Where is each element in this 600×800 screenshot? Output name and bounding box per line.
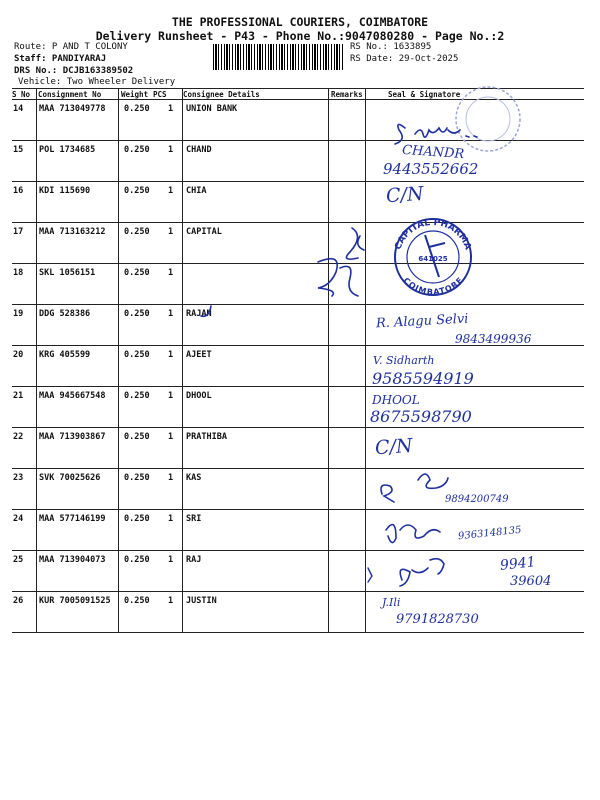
table-row-border — [12, 222, 584, 223]
cell-sno: 19 — [13, 309, 24, 319]
hand-row-24-phone: 9363148135 — [457, 524, 523, 543]
cell-sno: 20 — [13, 350, 24, 360]
table-column-border — [365, 88, 366, 632]
cell-consignee: CHIA — [186, 186, 207, 196]
cell-pcs: 1 — [168, 186, 174, 196]
col-pcs: PCS — [153, 90, 167, 99]
cell-consignment-no: MAA 713163212 — [39, 227, 106, 237]
cell-weight: 0.250 — [124, 432, 150, 442]
barcode — [213, 44, 343, 70]
cell-consignee: PRATHIBA — [186, 432, 227, 442]
table-row-border — [12, 468, 584, 469]
cell-pcs: 1 — [168, 350, 174, 360]
table-row-border — [12, 263, 584, 264]
hand-row-15-phone: 9443552662 — [383, 160, 479, 178]
cell-consignee: CAPITAL — [186, 227, 222, 237]
cell-weight: 0.250 — [124, 350, 150, 360]
cell-consignee: AJEET — [186, 350, 212, 360]
hand-row-23-phone: 9894200749 — [445, 494, 509, 505]
signature-row-25 — [400, 559, 444, 586]
hand-row-22-cn: C/N — [374, 434, 414, 460]
faint-stamp — [448, 84, 528, 154]
cell-sno: 26 — [13, 596, 24, 606]
rs-date: RS Date: 29-Oct-2025 — [350, 54, 459, 64]
cell-sno: 24 — [13, 514, 24, 524]
cell-sno: 17 — [13, 227, 24, 237]
table-row-border — [12, 386, 584, 387]
hand-row-20-phone: 9585594919 — [372, 369, 474, 388]
cell-pcs: 1 — [168, 596, 174, 606]
cell-consignee: KAS — [186, 473, 202, 483]
cell-pcs: 1 — [168, 145, 174, 155]
cell-sno: 15 — [13, 145, 24, 155]
table-row-border — [12, 427, 584, 428]
hand-row-25-a: 9941 — [499, 554, 537, 574]
cell-weight: 0.250 — [124, 514, 150, 524]
cell-weight: 0.250 — [124, 473, 150, 483]
cell-consignment-no: MAA 713903867 — [39, 432, 106, 442]
cell-weight: 0.250 — [124, 309, 150, 319]
col-consignee: Consignee Details — [183, 90, 260, 99]
hand-row-26-phone: 9791828730 — [396, 612, 479, 627]
signature-row-17 — [346, 228, 364, 259]
cell-sno: 14 — [13, 104, 24, 114]
cell-consignee: UNION BANK — [186, 104, 238, 114]
cell-consignment-no: SKL 1056151 — [39, 268, 96, 278]
cell-pcs: 1 — [168, 555, 174, 565]
table-row-border — [12, 632, 584, 633]
cell-pcs: 1 — [168, 473, 174, 483]
table-column-border — [36, 88, 37, 632]
rs-number: RS No.: 1633895 — [350, 42, 432, 52]
cell-pcs: 1 — [168, 104, 174, 114]
cell-weight: 0.250 — [124, 555, 150, 565]
company-title: THE PROFESSIONAL COURIERS, COIMBATORE — [171, 15, 429, 29]
cell-consignment-no: DDG 528386 — [39, 309, 91, 319]
hand-row-21-name: DHOOL — [372, 393, 420, 407]
hand-row-16-cn: C/N — [385, 182, 425, 208]
cell-weight: 0.250 — [124, 227, 150, 237]
cell-consignment-no: MAA 577146199 — [39, 514, 106, 524]
table-column-border — [118, 88, 119, 632]
cell-sno: 25 — [13, 555, 24, 565]
cell-weight: 0.250 — [124, 268, 150, 278]
table-row-border — [12, 181, 584, 182]
hand-row-21-phone: 8675598790 — [370, 407, 472, 426]
cell-consignee: RAJ — [186, 555, 202, 565]
vehicle-label: Vehicle: Two Wheeler Delivery — [18, 77, 176, 87]
cell-pcs: 1 — [168, 227, 174, 237]
table-row-border — [12, 550, 584, 551]
hand-row-25-b: 39604 — [510, 574, 552, 589]
cell-weight: 0.250 — [124, 145, 150, 155]
hand-row-20-name: V. Sidharth — [373, 354, 435, 367]
stamp-center-text: 641025 — [418, 255, 448, 263]
cell-sno: 22 — [13, 432, 24, 442]
cell-consignee: SRI — [186, 514, 202, 524]
table-row-border — [12, 509, 584, 510]
col-sno: S No — [12, 90, 31, 99]
hand-row-19-name: R. Alagu Selvi — [375, 311, 469, 332]
col-consignment: Consignment No — [38, 90, 102, 99]
cell-consignee: CHAND — [186, 145, 212, 155]
signature-row-18 — [318, 259, 358, 296]
cell-consignment-no: MAA 945667548 — [39, 391, 106, 401]
cell-consignment-no: MAA 713904073 — [39, 555, 106, 565]
cell-consignment-no: KRG 405599 — [39, 350, 91, 360]
cell-weight: 0.250 — [124, 391, 150, 401]
cell-pcs: 1 — [168, 514, 174, 524]
cell-sno: 23 — [13, 473, 24, 483]
capital-pharma-stamp — [387, 217, 479, 297]
route-label: Route: P AND T COLONY — [14, 42, 128, 52]
cell-pcs: 1 — [168, 268, 174, 278]
col-weight: Weight — [121, 90, 149, 99]
cell-consignment-no: MAA 713049778 — [39, 104, 106, 114]
table-row-border — [12, 304, 584, 305]
signature-row-23 — [381, 474, 448, 502]
table-column-border — [182, 88, 183, 632]
cell-weight: 0.250 — [124, 104, 150, 114]
cell-pcs: 1 — [168, 432, 174, 442]
runsheet-title: Delivery Runsheet - P43 - Phone No.:9047080280 - Page No.:2 — [95, 29, 505, 43]
table-column-border — [328, 88, 329, 632]
cell-consignee: RAJAN — [186, 309, 212, 319]
stamp-bottom-text: COIMBATORE — [401, 275, 465, 297]
drs-label: DRS No.: DCJB163389502 — [14, 66, 134, 76]
stamp-top-text: CAPITAL PHARMA — [393, 217, 473, 252]
cell-weight: 0.250 — [124, 596, 150, 606]
cell-sno: 16 — [13, 186, 24, 196]
col-seal: Seal & Signatore — [388, 90, 461, 99]
svg-text:COIMBATORE — [401, 276, 464, 297]
cell-pcs: 1 — [168, 309, 174, 319]
cell-sno: 21 — [13, 391, 24, 401]
cell-consignee: DHOOL — [186, 391, 212, 401]
hand-row-19-phone: 9843499936 — [455, 332, 532, 346]
hand-row-15-name: CHANDR — [401, 142, 465, 163]
cell-consignment-no: SVK 70025626 — [39, 473, 101, 483]
staff-label: Staff: PANDIYARAJ — [14, 54, 107, 64]
cell-weight: 0.250 — [124, 186, 150, 196]
col-remarks: Remarks — [331, 90, 363, 99]
cell-consignment-no: KUR 7005091525 — [39, 596, 111, 606]
cell-consignment-no: KDI 115690 — [39, 186, 91, 196]
cell-consignment-no: POL 1734685 — [39, 145, 96, 155]
table-row-border — [12, 591, 584, 592]
cell-sno: 18 — [13, 268, 24, 278]
cell-consignee: JUSTIN — [186, 596, 217, 606]
hand-row-26-name: J.Ili — [382, 596, 401, 609]
signature-row-24 — [386, 525, 440, 543]
cell-pcs: 1 — [168, 391, 174, 401]
